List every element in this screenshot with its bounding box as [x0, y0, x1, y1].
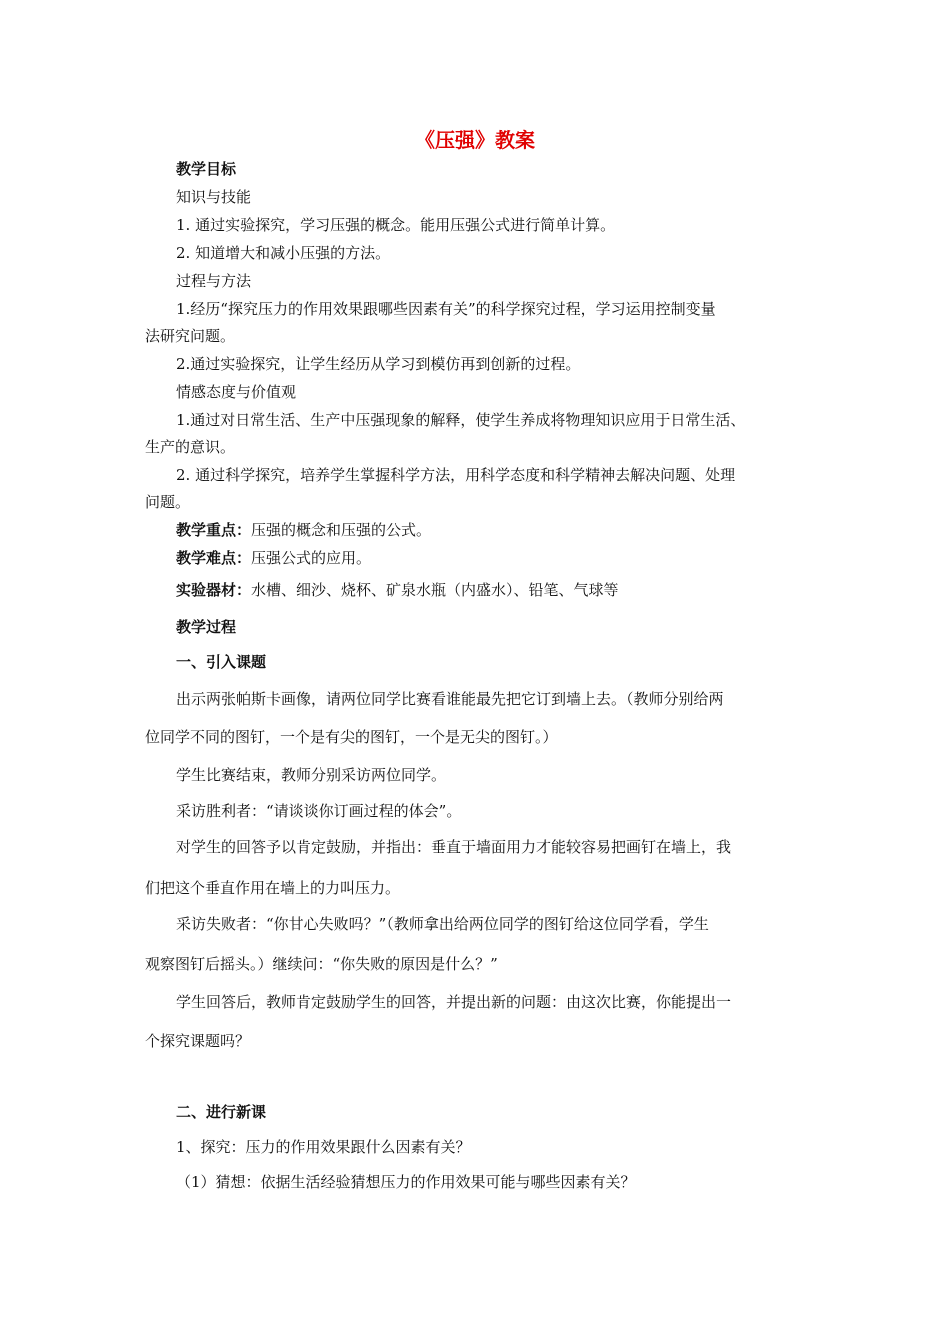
section-1-para-1-line-2: 位同学不同的图钉，一个是有尖的图钉，一个是无尖的图钉。）: [145, 728, 558, 746]
knowledge-heading: 知识与技能: [176, 188, 252, 206]
key-point-text: 压强的概念和压强的公式。: [251, 521, 432, 539]
section-1-para-6-line-1: 学生回答后，教师肯定鼓励学生的回答，并提出新的问题：由这次比赛，你能提出一: [176, 993, 732, 1011]
knowledge-item-2: 2. 知道增大和减小压强的方法。: [176, 244, 391, 262]
difficulty-point: [176, 548, 371, 568]
section-1-heading: 一、引入课题: [176, 653, 267, 671]
section-1-para-4-line-2: 们把这个垂直作用在墙上的力叫压力。: [145, 879, 401, 897]
section-1-para-5-line-1: 采访失败者：“你甘心失败吗？”（教师拿出给两位同学的图钉给这位同学看，学生: [176, 915, 709, 933]
emotion-item-1-line-2: 生产的意识。: [145, 438, 236, 456]
materials-text: 水槽、细沙、烧杯、矿泉水瓶（内盛水）、铅笔、气球等: [251, 581, 619, 599]
process-heading: 过程与方法: [176, 272, 252, 290]
emotion-item-2-line-2: 问题。: [145, 493, 191, 511]
section-2-item-1-sub-1: （1）猜想：依据生活经验猜想压力的作用效果可能与哪些因素有关？: [176, 1173, 636, 1191]
key-point-label: 教学重点：: [176, 521, 252, 539]
key-point: [176, 520, 431, 540]
section-1-para-2: 学生比赛结束，教师分别采访两位同学。: [176, 766, 447, 784]
section-1-para-1-line-1: 出示两张帕斯卡画像，请两位同学比赛看谁能最先把它订到墙上去。（教师分别给两: [176, 690, 724, 708]
section-1-para-3: 采访胜利者：“请谈谈你订画过程的体会”。: [176, 802, 462, 820]
section-1-para-4-line-1: 对学生的回答予以肯定鼓励，并指出：垂直于墙面用力才能较容易把画钉在墙上，我: [176, 838, 732, 856]
materials: [176, 580, 619, 600]
materials-label: 实验器材：: [176, 581, 252, 599]
process-item-1-line-1: 1.经历“探究压力的作用效果跟哪些因素有关”的科学探究过程，学习运用控制变量: [176, 300, 716, 318]
document-title: 《压强》教案: [415, 128, 535, 152]
emotion-item-1-line-1: 1.通过对日常生活、生产中压强现象的解释，使学生养成将物理知识应用于日常生活、: [176, 411, 746, 429]
section-2-item-1: 1、探究：压力的作用效果跟什么因素有关？: [176, 1138, 471, 1156]
process-item-1-line-2: 法研究问题。: [145, 327, 236, 345]
knowledge-item-1: 1. 通过实验探究，学习压强的概念。能用压强公式进行简单计算。: [176, 216, 616, 234]
section-1-para-6-line-2: 个探究课题吗？: [145, 1032, 251, 1050]
process-item-2: 2.通过实验探究，让学生经历从学习到模仿再到创新的过程。: [176, 355, 581, 373]
emotion-item-2-line-1: 2. 通过科学探究，培养学生掌握科学方法，用科学态度和科学精神去解决问题、处理: [176, 466, 736, 484]
procedure-heading: 教学过程: [176, 618, 237, 636]
emotion-heading: 情感态度与价值观: [176, 383, 297, 401]
difficulty-text: 压强公式的应用。: [251, 549, 372, 567]
difficulty-label: 教学难点：: [176, 549, 252, 567]
section-2-heading: 二、进行新课: [176, 1103, 267, 1121]
goals-heading: 教学目标: [176, 160, 237, 178]
section-1-para-5-line-2: 观察图钉后摇头。）继续问：“你失败的原因是什么？”: [145, 955, 498, 973]
